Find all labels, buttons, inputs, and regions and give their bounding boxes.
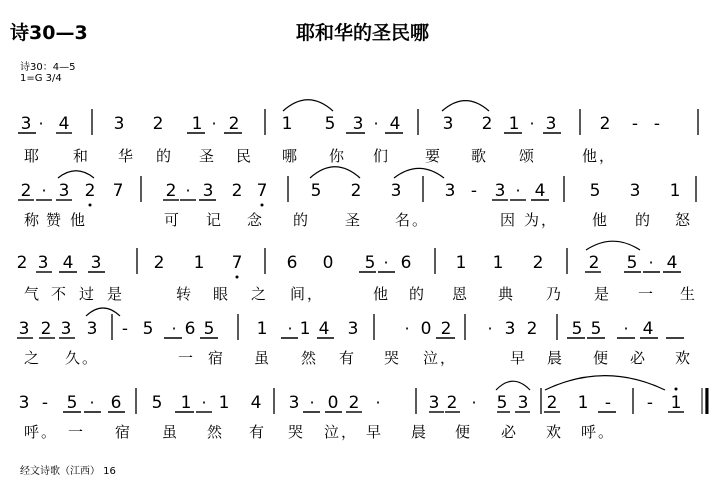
lyric-2-2: 过 bbox=[79, 285, 97, 303]
slur-0-0 bbox=[283, 100, 333, 111]
lyric-0-7: 你 bbox=[329, 147, 347, 165]
note-3-5: 5 bbox=[142, 319, 154, 339]
note-0-9: 5 bbox=[324, 114, 336, 134]
note-1-17: 4 bbox=[534, 181, 546, 201]
lyric-1-8: 名。 bbox=[395, 211, 430, 229]
slur-1-1 bbox=[310, 167, 360, 178]
low-octave-dot-1-0 bbox=[89, 204, 92, 207]
lyric-0-10: 歌 bbox=[471, 147, 489, 165]
lyric-1-5: 念 bbox=[247, 211, 265, 229]
note-2-11: 6 bbox=[400, 253, 412, 273]
note-1-2: 3 bbox=[58, 181, 70, 201]
lyric-2-4: 转 bbox=[176, 285, 194, 303]
lyric-3-1: 久。 bbox=[65, 349, 100, 367]
note-4-19: 3 bbox=[517, 393, 529, 413]
note-4-1: - bbox=[41, 393, 49, 413]
note-2-13: 1 bbox=[492, 253, 504, 273]
note-4-20: 2 bbox=[546, 393, 558, 413]
note-3-12: 4 bbox=[318, 319, 330, 339]
note-0-8: 1 bbox=[281, 114, 293, 134]
note-0-3: 3 bbox=[113, 114, 125, 134]
note-4-14: · bbox=[375, 393, 381, 412]
note-3-9: 1 bbox=[256, 319, 268, 339]
note-2-16: 5 bbox=[626, 253, 638, 273]
note-1-5: 2 bbox=[165, 181, 177, 201]
slur-4-1 bbox=[545, 376, 665, 390]
lyric-2-1: 不 bbox=[51, 285, 69, 303]
lyric-0-2: 华 bbox=[118, 147, 136, 165]
note-3-10: · bbox=[287, 319, 293, 338]
lyric-4-13: 呼。 bbox=[581, 423, 616, 441]
lyric-2-13: 是 bbox=[594, 285, 612, 303]
lyric-0-8: 们 bbox=[373, 147, 391, 165]
lyric-4-0: 呼。 bbox=[24, 423, 59, 441]
lyric-1-12: 的 bbox=[635, 211, 653, 229]
note-3-2: 3 bbox=[60, 319, 72, 339]
note-3-20: 5 bbox=[571, 319, 583, 339]
lyric-1-13: 怒 bbox=[675, 211, 693, 229]
slur-3-0 bbox=[86, 308, 120, 316]
lyric-1-1: 赞 bbox=[46, 211, 64, 229]
lyric-4-10: 便 bbox=[455, 423, 473, 441]
slur-1-0 bbox=[58, 171, 94, 178]
lyric-3-11: 便 bbox=[593, 349, 611, 367]
note-0-13: 3 bbox=[442, 114, 454, 134]
lyric-4-4: 然 bbox=[207, 423, 225, 441]
note-0-7: 2 bbox=[228, 114, 240, 134]
lyric-2-12: 乃 bbox=[546, 285, 564, 303]
note-1-9: 7 bbox=[256, 181, 268, 201]
note-4-6: 1 bbox=[180, 393, 192, 413]
lyric-1-2: 他 bbox=[70, 211, 88, 229]
source-footer: 经文诗歌（江西） 16 bbox=[20, 466, 116, 477]
note-2-0: 2 bbox=[16, 253, 28, 273]
note-4-7: · bbox=[201, 393, 207, 412]
lyric-1-4: 记 bbox=[206, 211, 224, 229]
slur-2-0 bbox=[586, 241, 640, 250]
slur-4-0 bbox=[496, 381, 530, 390]
lyric-1-10: 为， bbox=[524, 211, 559, 229]
low-octave-dot-2-0 bbox=[236, 276, 239, 279]
lyric-3-7: 哭 bbox=[384, 349, 402, 367]
note-3-14: · bbox=[404, 319, 410, 338]
lyric-0-12: 他， bbox=[582, 147, 617, 165]
note-1-20: 1 bbox=[669, 181, 681, 201]
lyric-3-4: 虽 bbox=[254, 349, 272, 367]
note-1-14: - bbox=[470, 181, 478, 201]
note-4-10: 3 bbox=[288, 393, 300, 413]
lyric-2-14: 一 bbox=[638, 285, 656, 303]
note-4-16: 2 bbox=[446, 393, 458, 413]
note-2-17: · bbox=[648, 253, 654, 272]
note-4-17: · bbox=[471, 393, 477, 412]
lyric-4-9: 晨 bbox=[411, 423, 429, 441]
lyric-0-6: 哪 bbox=[282, 147, 300, 165]
lyric-2-8: 他 bbox=[373, 285, 391, 303]
note-4-13: 2 bbox=[348, 393, 360, 413]
slur-0-1 bbox=[442, 101, 489, 111]
note-0-0: 3 bbox=[20, 114, 32, 134]
note-2-14: 2 bbox=[532, 253, 544, 273]
note-2-2: 4 bbox=[62, 253, 74, 273]
note-0-2: 4 bbox=[58, 114, 70, 134]
note-2-4: 2 bbox=[153, 253, 165, 273]
lyric-3-6: 有 bbox=[339, 349, 357, 367]
lyric-1-0: 称 bbox=[24, 211, 42, 229]
note-4-12: 0 bbox=[327, 393, 339, 413]
note-0-4: 2 bbox=[152, 114, 164, 134]
note-4-9: 4 bbox=[250, 393, 262, 413]
lyric-3-12: 必 bbox=[630, 349, 648, 367]
note-1-15: 3 bbox=[494, 181, 506, 201]
lyric-3-13: 欢 bbox=[675, 349, 693, 367]
note-1-8: 2 bbox=[231, 181, 243, 201]
lyric-0-9: 要 bbox=[425, 147, 443, 165]
note-1-10: 5 bbox=[310, 181, 322, 201]
note-1-19: 3 bbox=[629, 181, 641, 201]
note-3-18: 3 bbox=[504, 319, 516, 339]
lyric-3-0: 之 bbox=[24, 349, 42, 367]
note-4-15: 3 bbox=[428, 393, 440, 413]
note-0-19: - bbox=[631, 114, 639, 134]
note-0-10: 3 bbox=[352, 114, 364, 134]
note-2-18: 4 bbox=[666, 253, 678, 273]
lyric-2-10: 恩 bbox=[452, 285, 470, 303]
lyric-4-8: 早 bbox=[366, 423, 384, 441]
lyric-3-3: 宿 bbox=[208, 349, 226, 367]
lyric-3-9: 早 bbox=[510, 349, 528, 367]
note-3-17: · bbox=[487, 319, 493, 338]
note-4-21: 1 bbox=[577, 393, 589, 413]
lyric-4-6: 哭 bbox=[288, 423, 306, 441]
lyric-4-3: 虽 bbox=[162, 423, 180, 441]
note-3-0: 3 bbox=[18, 319, 30, 339]
high-octave-dot-4-0 bbox=[675, 388, 678, 391]
note-0-16: · bbox=[529, 114, 535, 133]
lyric-1-7: 圣 bbox=[345, 211, 363, 229]
lyric-2-3: 是 bbox=[107, 285, 125, 303]
note-4-2: 5 bbox=[66, 393, 78, 413]
note-1-16: · bbox=[515, 181, 521, 200]
note-2-10: · bbox=[383, 253, 389, 272]
note-2-9: 5 bbox=[364, 253, 376, 273]
lyric-3-2: 一 bbox=[178, 349, 196, 367]
note-3-16: 2 bbox=[440, 319, 452, 339]
lyric-4-12: 欢 bbox=[546, 423, 564, 441]
lyric-0-1: 和 bbox=[73, 147, 91, 165]
note-3-3: 3 bbox=[86, 319, 98, 339]
lyric-1-6: 的 bbox=[293, 211, 311, 229]
note-0-5: 1 bbox=[191, 114, 203, 134]
note-2-7: 6 bbox=[286, 253, 298, 273]
note-1-13: 3 bbox=[444, 181, 456, 201]
note-4-24: 1 bbox=[670, 393, 682, 413]
note-0-17: 3 bbox=[545, 114, 557, 134]
note-3-11: 1 bbox=[299, 319, 311, 339]
lyric-0-5: 民 bbox=[236, 147, 254, 165]
note-1-4: 7 bbox=[112, 181, 124, 201]
note-1-7: 3 bbox=[202, 181, 214, 201]
note-2-5: 1 bbox=[193, 253, 205, 273]
song-title: 耶和华的圣民哪 bbox=[296, 22, 430, 44]
note-4-18: 5 bbox=[496, 393, 508, 413]
lyric-2-6: 之 bbox=[251, 285, 269, 303]
note-2-6: 7 bbox=[231, 253, 243, 273]
lyric-3-5: 然 bbox=[301, 349, 319, 367]
hymn-number: 诗30—3 bbox=[10, 22, 88, 44]
lyric-4-11: 必 bbox=[501, 423, 519, 441]
note-3-8: 5 bbox=[203, 319, 215, 339]
lyric-3-8: 泣， bbox=[423, 349, 458, 367]
lyric-3-10: 晨 bbox=[547, 349, 565, 367]
lyric-0-11: 颂 bbox=[519, 147, 537, 165]
note-1-11: 2 bbox=[350, 181, 362, 201]
note-0-12: 4 bbox=[389, 114, 401, 134]
note-0-15: 1 bbox=[508, 114, 520, 134]
lyric-4-2: 宿 bbox=[115, 423, 133, 441]
note-4-4: 6 bbox=[110, 393, 122, 413]
lyric-2-11: 典 bbox=[498, 285, 516, 303]
lyric-4-7: 泣， bbox=[324, 423, 359, 441]
lyric-1-11: 他 bbox=[592, 211, 610, 229]
note-0-1: · bbox=[38, 114, 44, 133]
note-4-0: 3 bbox=[18, 393, 30, 413]
note-3-4: - bbox=[121, 319, 129, 339]
note-4-23: - bbox=[646, 393, 654, 413]
note-1-18: 5 bbox=[589, 181, 601, 201]
lyric-0-3: 的 bbox=[156, 147, 174, 165]
note-4-11: · bbox=[309, 393, 315, 412]
note-1-6: · bbox=[185, 181, 191, 200]
note-0-11: · bbox=[373, 114, 379, 133]
lyric-2-5: 眼 bbox=[213, 285, 231, 303]
lyric-0-0: 耶 bbox=[24, 147, 42, 165]
lyric-2-0: 气 bbox=[24, 285, 42, 303]
note-1-3: 2 bbox=[84, 181, 96, 201]
note-1-12: 3 bbox=[390, 181, 402, 201]
lyric-2-15: 生 bbox=[680, 285, 698, 303]
note-0-18: 2 bbox=[599, 114, 611, 134]
scripture-reference: 诗30：4—5 bbox=[20, 62, 76, 73]
note-0-20: - bbox=[653, 114, 661, 134]
note-2-1: 3 bbox=[37, 253, 49, 273]
note-3-13: 3 bbox=[347, 319, 359, 339]
note-2-12: 1 bbox=[455, 253, 467, 273]
note-3-15: 0 bbox=[420, 319, 432, 339]
note-3-6: · bbox=[171, 319, 177, 338]
lyric-4-5: 有 bbox=[249, 423, 267, 441]
note-2-3: 3 bbox=[90, 253, 102, 273]
note-0-6: · bbox=[211, 114, 217, 133]
lyric-0-4: 圣 bbox=[199, 147, 217, 165]
low-octave-dot-1-1 bbox=[261, 204, 264, 207]
note-2-15: 2 bbox=[588, 253, 600, 273]
note-3-23: 4 bbox=[642, 319, 654, 339]
note-1-0: 2 bbox=[20, 181, 32, 201]
lyric-1-9: 因 bbox=[500, 211, 518, 229]
note-1-1: · bbox=[41, 181, 47, 200]
note-4-3: · bbox=[89, 393, 95, 412]
key-time-signature: 1=G 3/4 bbox=[20, 73, 62, 84]
lyric-2-9: 的 bbox=[409, 285, 427, 303]
slur-1-2 bbox=[394, 168, 444, 178]
note-3-22: · bbox=[623, 319, 629, 338]
note-3-21: 5 bbox=[590, 319, 602, 339]
lyric-2-7: 间， bbox=[290, 285, 325, 303]
note-3-19: 2 bbox=[526, 319, 538, 339]
lyric-4-1: 一 bbox=[68, 423, 86, 441]
note-4-8: 1 bbox=[218, 393, 230, 413]
note-4-22: - bbox=[604, 393, 612, 413]
note-3-7: 6 bbox=[184, 319, 196, 339]
note-4-5: 5 bbox=[151, 393, 163, 413]
lyric-1-3: 可 bbox=[164, 211, 182, 229]
note-2-8: 0 bbox=[322, 253, 334, 273]
note-0-14: 2 bbox=[481, 114, 493, 134]
note-3-1: 2 bbox=[40, 319, 52, 339]
